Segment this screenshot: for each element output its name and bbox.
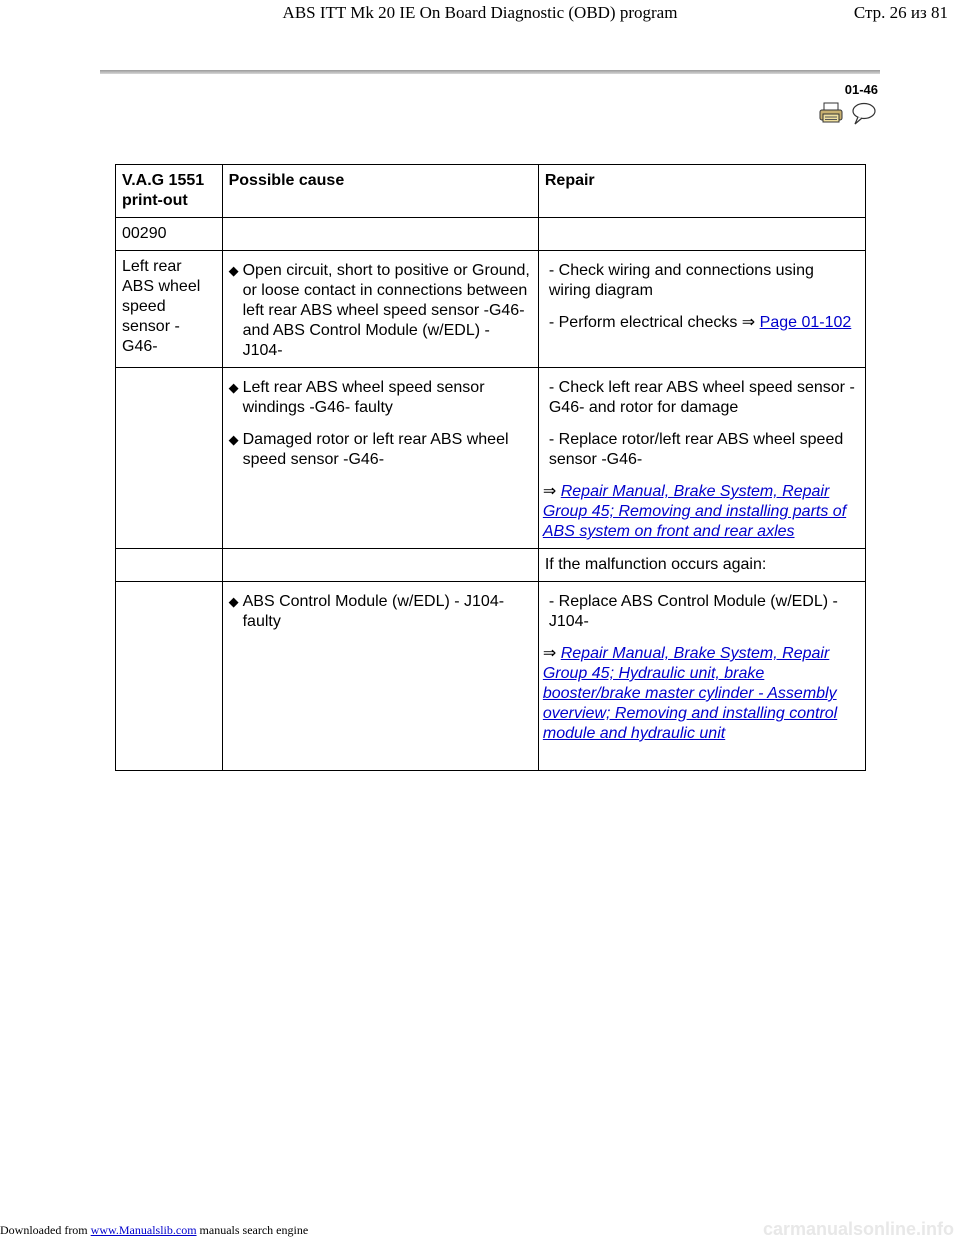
table-row <box>116 582 866 771</box>
manual-reference <box>543 482 859 542</box>
header-repair: Repair <box>538 165 865 218</box>
cause-cell <box>222 582 538 771</box>
table-row <box>116 368 866 549</box>
header-printout: V.A.G 1551 print-out <box>116 165 223 218</box>
table-row <box>116 251 866 368</box>
printer-icon[interactable] <box>818 102 844 124</box>
empty-cell <box>116 368 223 549</box>
page-link[interactable]: Page 01-102 <box>759 314 852 331</box>
page-number: 01-46 <box>844 82 878 97</box>
speech-bubble-icon[interactable] <box>850 102 876 126</box>
empty-cell <box>116 549 223 582</box>
cause-cell <box>222 368 538 549</box>
repair-cell <box>538 251 865 368</box>
repair-cell <box>538 368 865 549</box>
repair-cell <box>538 582 865 771</box>
component-name: Left rear ABS wheel speed sensor - G46- <box>116 251 223 368</box>
manual-link[interactable]: Repair Manual, Brake System, Repair Group 45; Removing and installing parts of ABS system on front and rear axles <box>542 483 847 540</box>
table-row <box>116 549 866 582</box>
empty-cell <box>538 218 865 251</box>
diamond-bullet-icon: ◆ <box>228 380 239 395</box>
document-title: ABS ITT Mk 20 IE On Board Diagnostic (OBD) program <box>282 3 678 22</box>
arrow-icon: ⇒ <box>542 645 561 662</box>
fault-code: 00290 <box>116 218 223 251</box>
cause-text: Damaged rotor or left rear ABS wheel speed sensor -G46- <box>242 431 509 468</box>
manual-link[interactable]: Repair Manual, Brake System, Repair Group 45; Hydraulic unit, brake booster/brake master cylinder - Assembly overview; Removing and installing control module and hydraulic unit <box>542 645 838 742</box>
empty-cell <box>222 218 538 251</box>
list-item <box>229 592 532 632</box>
repeat-note: If the malfunction occurs again: <box>538 549 865 582</box>
page-counter: Стр. 26 из 81 <box>853 3 948 22</box>
list-item <box>229 261 532 361</box>
repair-step: - Check left rear ABS wheel speed sensor -G46- and rotor for damage <box>548 379 855 416</box>
diamond-bullet-icon: ◆ <box>228 432 239 447</box>
repair-text: - Perform electrical checks ⇒ <box>548 314 760 331</box>
list-item <box>229 430 532 470</box>
manualslib-link[interactable]: www.Manualslib.com <box>90 1223 197 1237</box>
repair-step: - Replace rotor/left rear ABS wheel speed sensor -G46- <box>548 431 844 468</box>
toolbar-icons <box>818 102 876 126</box>
table-row <box>116 218 866 251</box>
diagnostic-table <box>115 164 866 771</box>
table-header-row <box>116 165 866 218</box>
list-item <box>229 378 532 418</box>
repair-step: - Replace ABS Control Module (w/EDL) -J104- <box>548 593 838 630</box>
manual-reference <box>543 644 859 744</box>
header-rule <box>100 70 880 74</box>
repair-step: - Check wiring and connections using wiring diagram <box>548 262 814 299</box>
header-cause: Possible cause <box>222 165 538 218</box>
cause-text: Open circuit, short to positive or Ground, or loose contact in connections between left rear ABS wheel speed sensor -G46- and ABS Control Module (w/EDL) - J104- <box>242 262 530 359</box>
footer-text: manuals search engine <box>196 1223 309 1237</box>
cause-text: Left rear ABS wheel speed sensor windings -G46- faulty <box>242 379 485 416</box>
download-footer <box>0 1223 308 1238</box>
repair-step <box>549 313 855 333</box>
cause-text: ABS Control Module (w/EDL) - J104- faulty <box>242 593 505 630</box>
footer-text: Downloaded from <box>0 1223 91 1237</box>
watermark: carmanualsonline.info <box>762 1219 954 1239</box>
diamond-bullet-icon: ◆ <box>228 263 239 278</box>
empty-cell <box>222 549 538 582</box>
cause-cell <box>222 251 538 368</box>
arrow-icon: ⇒ <box>542 483 561 500</box>
empty-cell <box>116 582 223 771</box>
diamond-bullet-icon: ◆ <box>228 594 239 609</box>
